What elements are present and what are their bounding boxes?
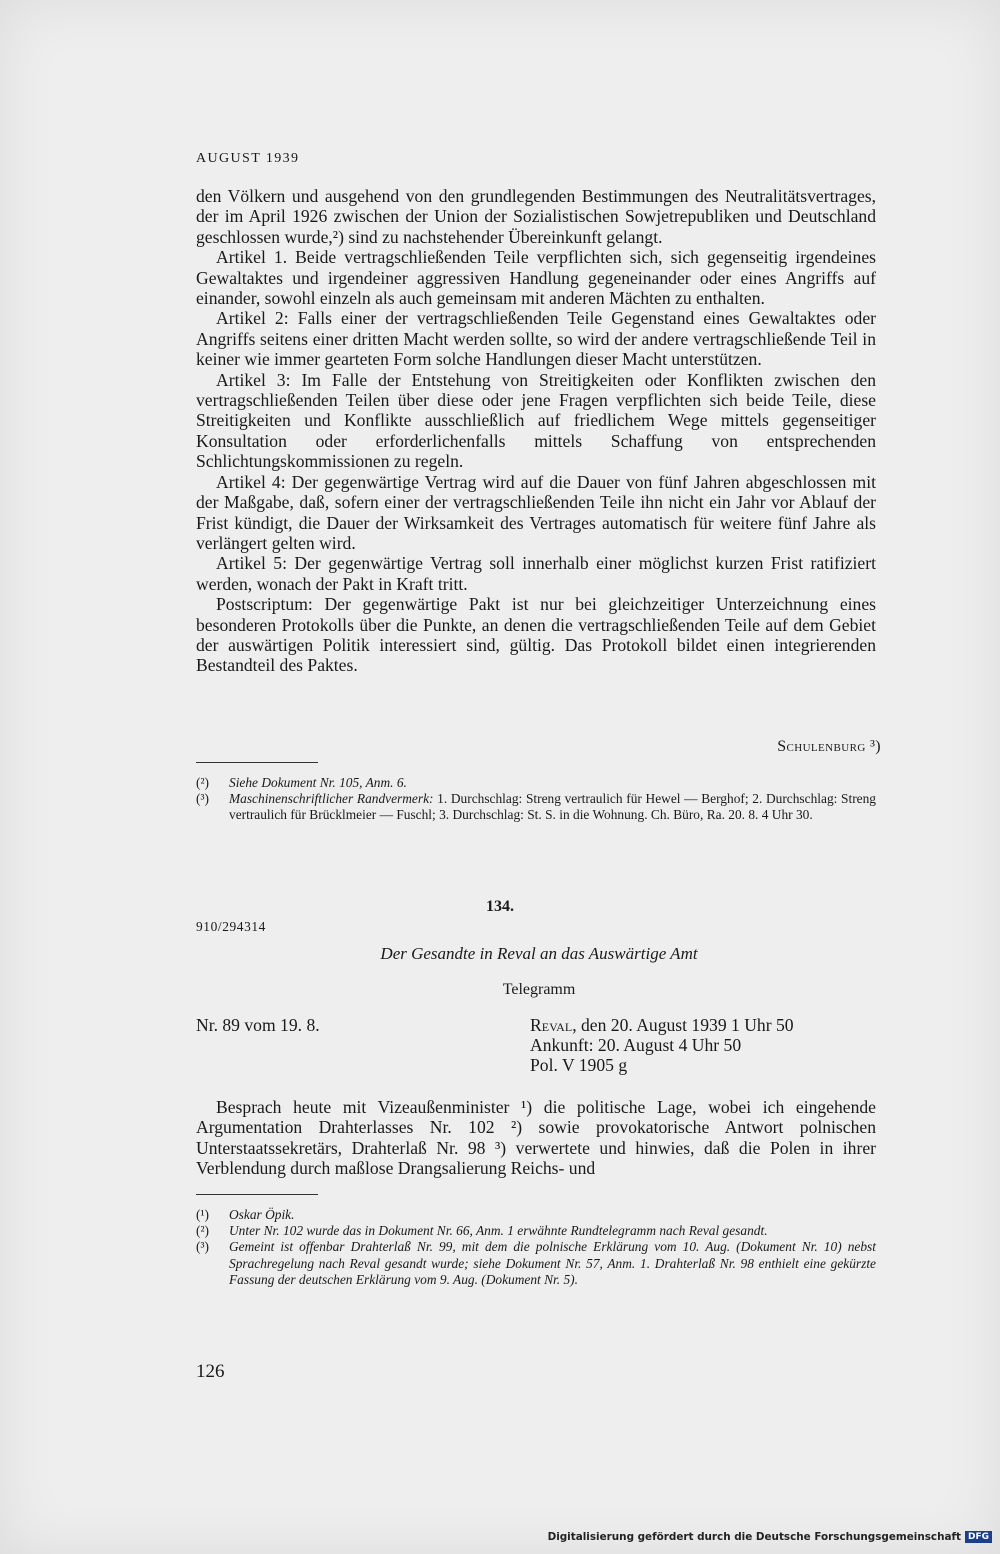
digitization-credit — [548, 1531, 992, 1543]
telegram-dateline — [530, 1015, 794, 1075]
footnote-italic: Siehe Dokument Nr. 105, Anm. 6. — [229, 775, 407, 790]
footnote-italic: Maschinenschriftlicher Randvermerk: — [229, 791, 434, 807]
footnote-number: (³) — [196, 791, 209, 807]
document-title: Der Gesandte in Reval an das Auswärtige Amt — [380, 944, 698, 963]
paragraph-artikel-3: Artikel 3: Im Falle der Entstehung von Streitigkeiten oder Konflikten zwischen den vertragschließenden Teilen über diese oder jene Fragen verpflichten sich beide Teile, diese Streitigkeiten und Konflikte ausschließlich auf friedlichem Wege mittels gegenseitiger Konsultation oder erforderlichenfalls mittels Schaffung von entsprechenden Schlichtungskommissionen zu regeln. — [196, 369, 876, 472]
footnotes-bottom — [196, 1207, 876, 1288]
footnote — [196, 1239, 876, 1288]
paragraph-artikel-4: Artikel 4: Der gegenwärtige Vertrag wird auf die Dauer von fünf Jahren abgeschlossen mit der Maßgabe, daß, sofern einer der vertragschließenden Teile ihn nicht ein Jahr vor Ablauf der Frist kündigt, die Dauer der Wirksamkeit des Vertrages automatisch für weitere fünf Jahre als verlängert gelten wird. — [196, 471, 876, 553]
footnote — [196, 1207, 876, 1223]
paragraph: Besprach heute mit Vizeaußenminister ¹) die politische Lage, wobei ich eingehende Argumentation Drahterlasses Nr. 102 ²) sowie provokatorische Antwort polnischen Unterstaatssekretärs, Drahterlaß Nr. 98 ³) verwertete und hinwies, daß die Polen in ihrer Verblendung durch maßlose Drangsalierung Reichs- und — [196, 1097, 876, 1179]
archive-reference: 910/294314 — [196, 919, 266, 934]
paragraph-artikel-2: Artikel 2: Falls einer der vertragschließenden Teile Gegenstand eines Gewaltaktes oder Angriffs seitens einer dritten Macht werden sollte, so wird der andere vertragschließende Teil in keiner wie immer gearteten Form solche Handlungen dieser Macht unterstützen. — [196, 308, 876, 370]
arrival: Ankunft: 20. August 4 Uhr 50 — [530, 1035, 742, 1055]
footnote-number: (²) — [196, 775, 209, 790]
document-type: Telegramm — [502, 981, 576, 998]
footnote-number: (¹) — [196, 1207, 209, 1222]
footnote-text: Gemeint ist offenbar Drahterlaß Nr. 99, mit dem die polnische Erklärung vom 10. Aug. (Dokument Nr. 10) nebst Sprachregelung nach Reval gesandt wurde; siehe Dokument Nr. 57, Anm. 1. Drahterlaß Nr. 98 enthielt eine gekürzte Fassung der deutschen Erklärung vom 9. Aug. (Dokument Nr. 5). — [229, 1239, 876, 1287]
paragraph: den Völkern und ausgehend von den grundlegenden Bestimmungen des Neutralitätsvertrages, der im April 1926 zwischen der Union der Sozialistischen Sowjetrepubliken und Deutschland geschlossen wurde,²) sind zu nachstehender Übereinkunft gelangt. — [196, 186, 876, 247]
footnote — [196, 791, 876, 823]
page-number: 126 — [196, 1361, 225, 1382]
treaty-text — [196, 186, 876, 676]
telegram-body — [196, 1097, 876, 1179]
pol-reference: Pol. V 1905 g — [530, 1055, 628, 1075]
paragraph-postscriptum: Postscriptum: Der gegenwärtige Pakt ist nur bei gleichzeitiger Unterzeichnung eines besonderen Protokolls über die Punkte, an denen die vertragschließenden Teile auf dem Gebiet der auswärtigen Politik interessiert sind, gültig. Das Protokoll bildet einen integrierenden Bestandteil des Paktes. — [196, 594, 876, 676]
signature: Schulenburg ³) — [777, 738, 881, 755]
footnote — [196, 1223, 876, 1239]
paragraph-artikel-1: Artikel 1. Beide vertragschließenden Teile verpflichten sich, sich gegenseitig irgendeines Gewaltaktes und irgendeiner aggressiven Handlung gegeneinander oder eines Angriffs auf einander, sowohl einzeln als auch gemeinsam mit anderen Mächten zu enthalten. — [196, 247, 876, 309]
footnote-number: (²) — [196, 1223, 209, 1239]
document-number: 134. — [486, 898, 514, 915]
footnote-text: Unter Nr. 102 wurde das in Dokument Nr. 66, Anm. 1 erwähnte Rundtelegramm nach Reval gesandt. — [229, 1223, 768, 1239]
footnotes-top — [196, 775, 876, 824]
telegram-number: Nr. 89 vom 19. 8. — [196, 1015, 320, 1035]
credit-text: Digitalisierung gefördert durch die Deutsche Forschungsgemeinschaft — [547, 1531, 961, 1543]
footnote-number: (³) — [196, 1239, 209, 1255]
date-time: , den 20. August 1939 1 Uhr 50 — [572, 1015, 794, 1035]
footnote-text: Oskar Öpik. — [229, 1207, 295, 1222]
dfg-logo: DFG — [965, 1531, 992, 1543]
footnote-rule — [196, 762, 318, 763]
running-head: AUGUST 1939 — [196, 151, 300, 166]
place: Reval — [530, 1015, 573, 1035]
footnote — [196, 775, 876, 791]
footnote-rule — [196, 1194, 318, 1195]
paragraph-artikel-5: Artikel 5: Der gegenwärtige Vertrag soll innerhalb einer möglichst kurzen Frist ratifiziert werden, wonach der Pakt in Kraft tritt. — [196, 553, 876, 594]
footnote-text: 1. Durchschlag: Streng vertraulich für Hewel — Berghof; 2. Durchschlag: Streng vertraulich für Brücklmeier — Fuschl; 3. Durchschlag: St. S. in die Wohnung. Ch. Büro, Ra. 20. 8. 4 Uhr 30. — [229, 791, 876, 823]
